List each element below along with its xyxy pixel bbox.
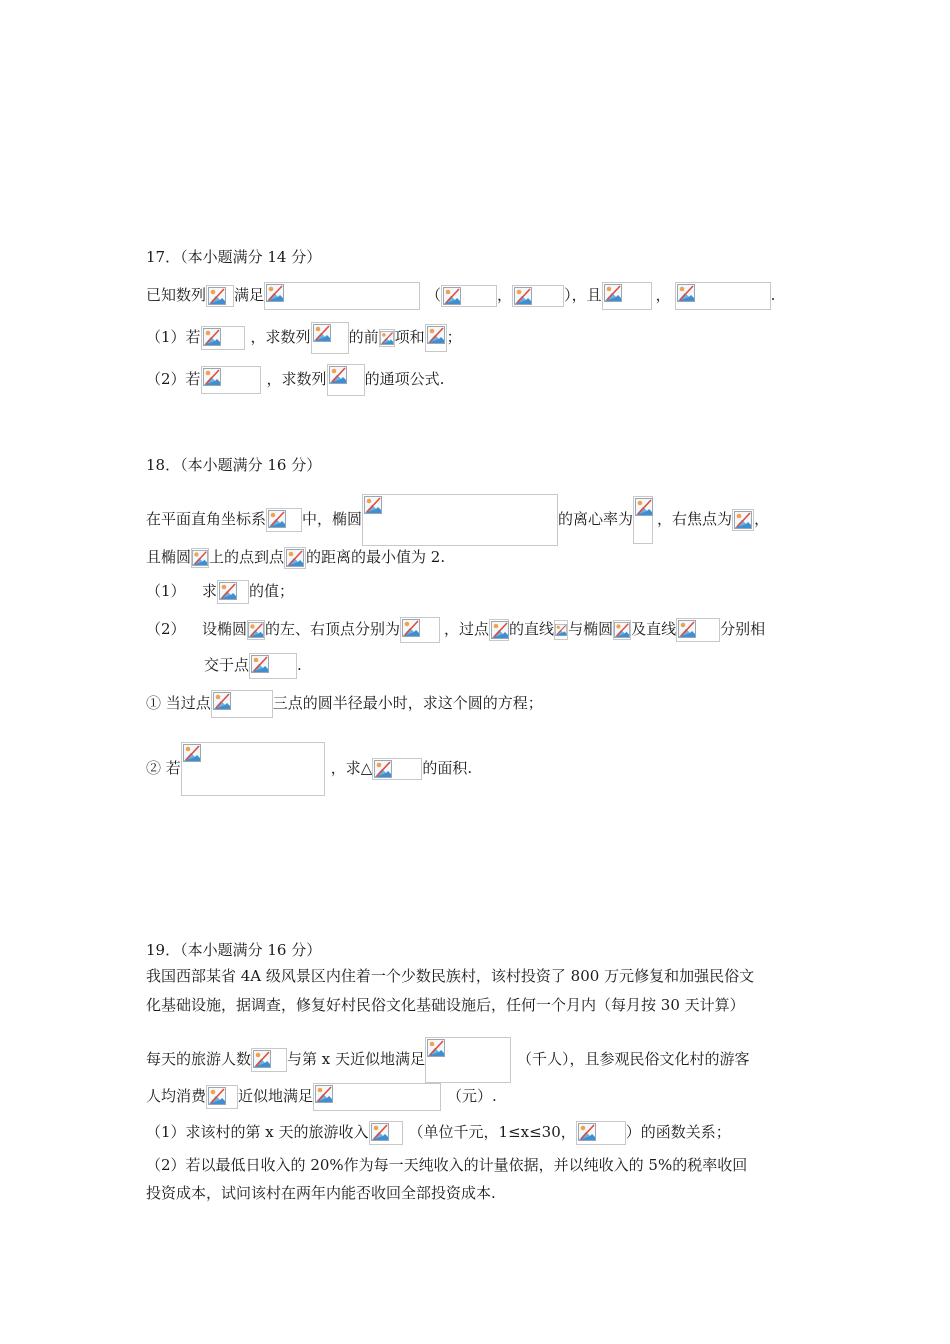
broken-image-icon (286, 549, 304, 567)
broken-image-icon (491, 621, 509, 639)
formula-image (512, 285, 564, 307)
q19-line1: 我国西部某省 4A 级风景区内住着一个少数民族村，该村投资了 800 万元修复和加强民俗文 (146, 967, 755, 985)
broken-image-icon (203, 368, 221, 386)
broken-image-icon (219, 582, 237, 600)
broken-image-icon (402, 619, 420, 637)
formula-image (217, 580, 249, 604)
formula-image (264, 282, 420, 310)
formula-image (633, 496, 653, 544)
broken-image-icon (427, 326, 445, 344)
formula-image (247, 620, 265, 640)
formula-image (400, 617, 440, 643)
broken-image-icon (192, 550, 208, 566)
q18-sub2: ② 若 ，求△ 的面积. (146, 742, 472, 796)
broken-image-icon (578, 1123, 596, 1141)
broken-image-icon (555, 623, 567, 637)
formula-image (249, 653, 297, 679)
formula-image (211, 690, 273, 718)
formula-image (201, 326, 245, 350)
broken-image-icon (251, 655, 269, 673)
broken-image-icon (213, 692, 231, 710)
broken-image-icon (313, 324, 331, 342)
broken-image-icon (203, 328, 221, 346)
broken-image-icon (371, 1123, 389, 1141)
q19-part2-cont: 投资成本，试问该村在两年内能否收回全部投资成本. (146, 1184, 496, 1202)
formula-image (554, 620, 568, 640)
q19-line4: 人均消费 近似地满足 （元）. (146, 1083, 497, 1111)
formula-image (379, 329, 395, 347)
formula-image (327, 364, 365, 396)
broken-image-icon (266, 284, 284, 302)
formula-image (284, 547, 306, 569)
q18-line2: 且椭圆 上的点到点 的距离的最小值为 2. (146, 547, 445, 569)
formula-image (676, 618, 720, 642)
formula-image (613, 620, 631, 640)
q19-part2: （2）若以最低日收入的 20%作为每一天纯收入的计量依据，并以纯收入的 5%的税率收回 (146, 1156, 748, 1174)
formula-image (313, 1083, 441, 1111)
formula-image (489, 619, 509, 641)
broken-image-icon (678, 620, 696, 638)
formula-image (311, 322, 349, 354)
formula-image (369, 1121, 403, 1145)
broken-image-icon (677, 284, 695, 302)
q19-header: 19．（本小题满分 16 分） (146, 941, 322, 959)
q18-sub1: ① 当过点 三点的圆半径最小时，求这个圆的方程； (146, 690, 543, 718)
broken-image-icon (329, 366, 347, 384)
broken-image-icon (374, 760, 392, 778)
formula-image (362, 494, 558, 546)
broken-image-icon (427, 1039, 445, 1057)
formula-image (266, 508, 302, 532)
formula-image (372, 758, 422, 780)
formula-image (732, 509, 754, 531)
q18-part1: （1） 求 的值； (146, 580, 294, 604)
q17-header: 17．（本小题满分 14 分） (146, 248, 322, 266)
broken-image-icon (248, 622, 264, 638)
broken-image-icon (614, 622, 630, 638)
q19-line2: 化基础设施，据调查，修复好村民俗文化基础设施后，任何一个月内（每月按 30 天计算） (146, 996, 745, 1014)
broken-image-icon (604, 284, 622, 302)
broken-image-icon (734, 511, 752, 529)
q17-part1: （1）若 ，求数列 的前 项和 ； (146, 322, 462, 354)
q18-part2: （2） 设椭圆 的左、右顶点分别为 ，过点 的直线 与椭圆 及直线 分别相 (146, 617, 765, 643)
formula-image (181, 742, 325, 796)
formula-image (675, 282, 771, 310)
formula-image (206, 1085, 238, 1109)
broken-image-icon (443, 287, 461, 305)
formula-image (425, 324, 447, 352)
q19-part1: （1）求该村的第 x 天的旅游收入 （单位千元，1≤x≤30， ）的函数关系； (146, 1121, 731, 1145)
formula-image (441, 285, 497, 307)
formula-image (191, 548, 209, 568)
broken-image-icon (268, 510, 286, 528)
broken-image-icon (183, 744, 201, 762)
formula-image (251, 1048, 287, 1072)
broken-image-icon (364, 496, 382, 514)
formula-image (602, 282, 652, 310)
q18-part2-cont: 交于点 . (204, 653, 302, 679)
formula-image (576, 1121, 626, 1145)
broken-image-icon (208, 287, 226, 305)
q17-part2: （2）若 ，求数列 的通项公式. (146, 364, 444, 396)
broken-image-icon (380, 331, 394, 345)
q18-line1: 在平面直角坐标系 中，椭圆 的离心率为 ，右焦点为 ， (146, 494, 769, 546)
formula-image (201, 366, 261, 394)
q19-line3: 每天的旅游人数 与第 x 天近似地满足 （千人），且参观民俗文化村的游客 (146, 1037, 750, 1083)
formula-image (425, 1037, 511, 1083)
q18-header: 18．（本小题满分 16 分） (146, 456, 322, 474)
broken-image-icon (514, 287, 532, 305)
broken-image-icon (253, 1050, 271, 1068)
broken-image-icon (635, 498, 653, 516)
broken-image-icon (315, 1085, 333, 1103)
broken-image-icon (208, 1087, 226, 1105)
formula-image (206, 285, 234, 307)
q17-line1: 已知数列 满足 （ ， ），且 ， . (146, 282, 775, 310)
